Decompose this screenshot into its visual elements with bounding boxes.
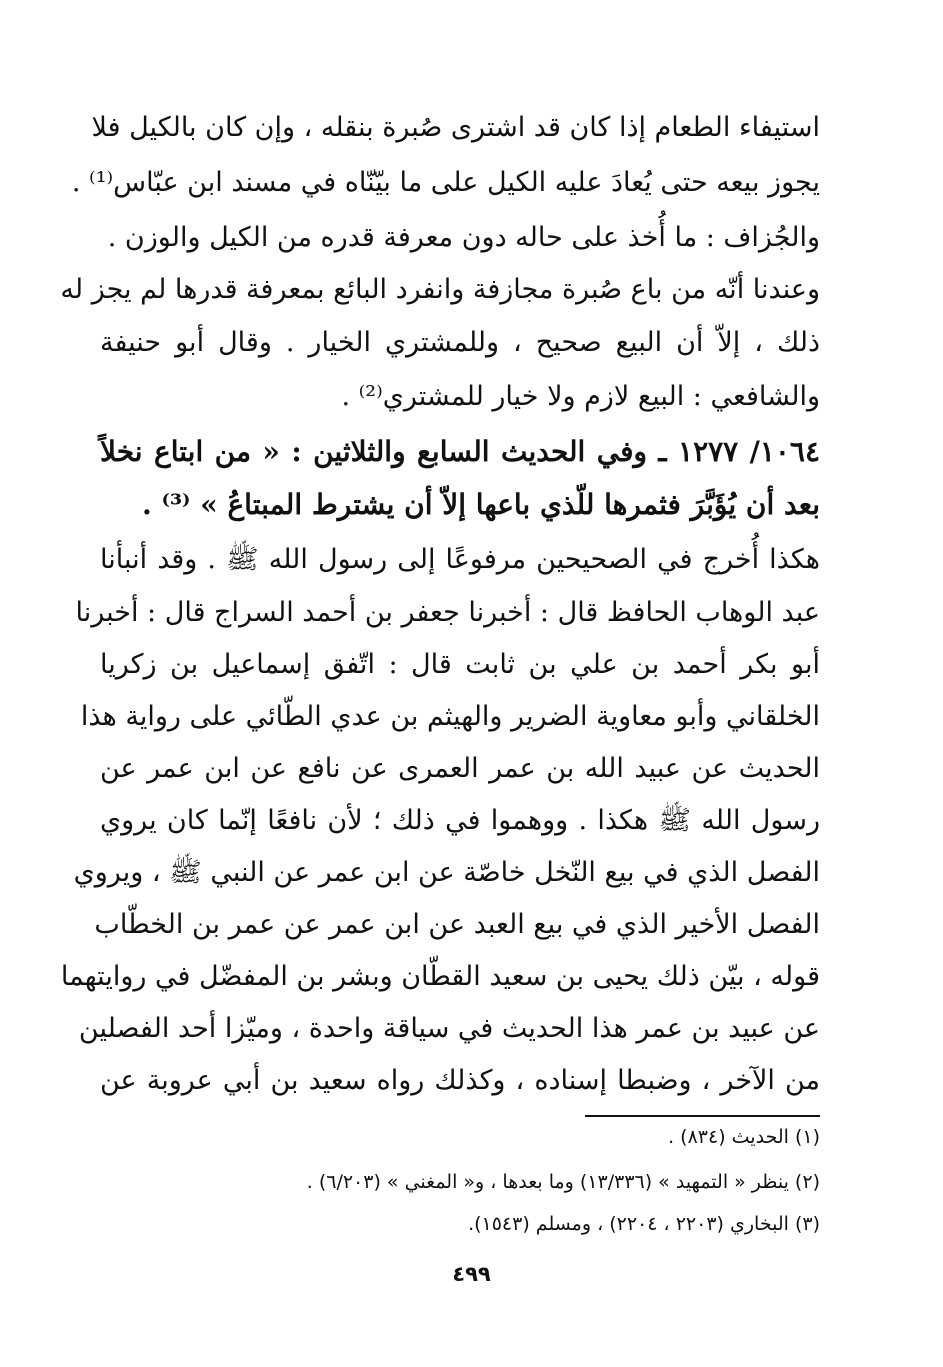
text-line: هكذا أُخرج في الصحيحين مرفوعًا إلى رسول الله ﷺ . وقد أنبأنا [100,544,820,575]
hadith-heading-line: ١٠٦٤/ ١٢٧٧ ـ وفي الحديث السابع والثلاثين : « من ابتاع نخلاً [100,435,820,468]
text-line: يجوز بيعه حتى يُعادَ عليه الكيل على ما بيّنّاه في مسند ابن عبّاس⁽¹⁾ . [71,167,820,198]
text-line: الحديث عن عبيد الله بن عمر العمرى عن نافع عن ابن عمر عن [100,753,820,784]
footnote-separator [585,1115,820,1117]
text-line: الفصل الأخير الذي في بيع العبد عن ابن عمر عن عمر بن الخطّاب [94,909,820,940]
footnote-2: (٢) ينظر « التمهيد » (١٣/٣٣٦) وما بعدها ، و« المغني » (٦/٢٠٣) . [306,1171,820,1193]
footnote-1: (١) الحديث (٨٣٤) . [668,1126,820,1148]
page-number: ٤٩٩ [452,1262,491,1286]
text-line: عن عبيد بن عمر هذا الحديث في سياقة واحدة ، وميّزا أحد الفصلين [78,1013,820,1044]
text-line: قوله ، بيّن ذلك يحيى بن سعيد القطّان وبشر بن المفضّل في روايتهما [60,961,820,992]
text-line: الفصل الذي في بيع النّخل خاصّة عن ابن عمر عن النبي ﷺ ، ويروي [73,857,820,888]
text-line: الخلقاني وأبو معاوية الضرير والهيثم بن عدي الطّائي على رواية هذا [80,701,820,732]
hadith-heading-line: بعد أن يُؤَبَّرَ فثمرها للّذي باعها إلاّ أن يشترط المبتاعُ » ⁽³⁾ . [142,488,820,521]
text-line: من الآخر ، وضبطا إسناده ، وكذلك رواه سعيد بن أبي عروبة عن [100,1065,820,1096]
text-line: عبد الوهاب الحافظ قال : أخبرنا جعفر بن أحمد السراج قال : أخبرنا [75,597,820,628]
text-line: ذلك ، إلاّ أن البيع صحيح ، وللمشتري الخيار . وقال أبو حنيفة [100,327,820,358]
footnote-3: (٣) البخاري (٢٢٠٣ ، ٢٢٠٤) ، ومسلم (١٥٤٣). [468,1213,820,1235]
text-line: استيفاء الطعام إذا كان قد اشترى صُبرة بنقله ، وإن كان بالكيل فلا [91,112,820,143]
text-line: والجُزاف : ما أُخذ على حاله دون معرفة قدره من الكيل والوزن . [107,222,820,253]
text-line: أبو بكر أحمد بن علي بن ثابت قال : اتّفق إسماعيل بن زكريا [100,649,820,680]
text-line: وعندنا أنّه من باع صُبرة مجازفة وانفرد البائع بمعرفة قدرها لم يجز له [60,274,820,305]
text-line: رسول الله ﷺ هكذا . ووهموا في ذلك ؛ لأن نافعًا إنّما كان يروي [100,805,820,836]
text-line: والشافعي : البيع لازم ولا خيار للمشتري⁽²⁾ . [341,381,820,412]
